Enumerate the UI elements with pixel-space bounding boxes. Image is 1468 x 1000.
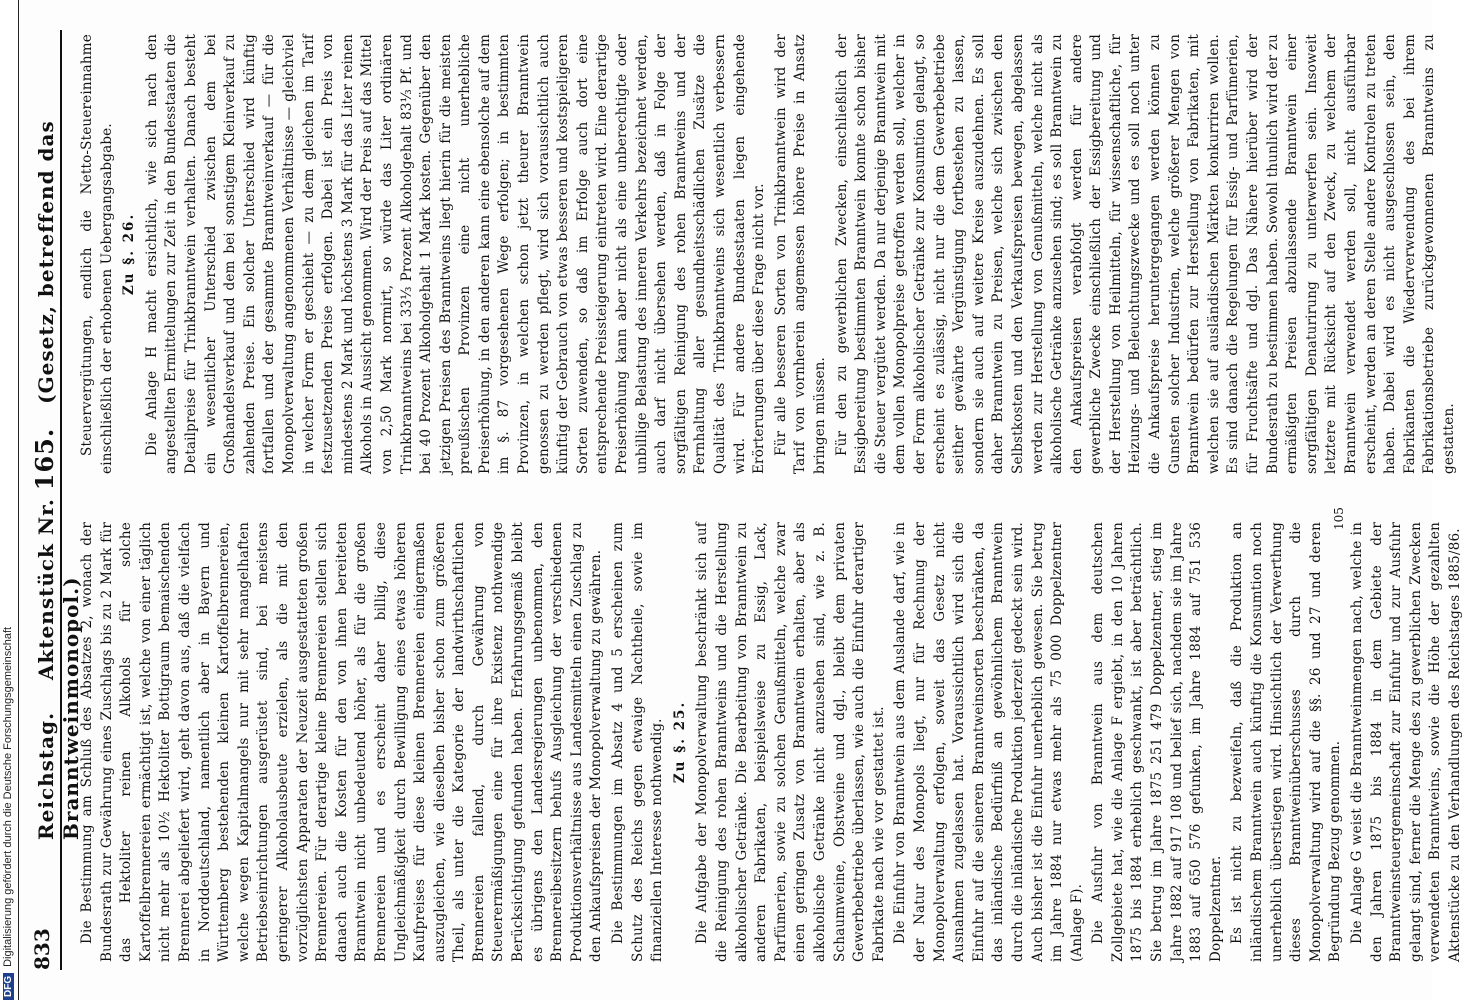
title-number: 165.: [30, 427, 59, 491]
paragraph: Die Ausfuhr von Branntwein aus dem deutschen Zollgebiete hat, wie die Anlage F ergiebt, in den 10 Jahren 1875 bis 1884 erheblich geschwankt, ist aber beträchtlich. Sie betrug im Jahre 1875 251 479 Doppelzentner, stieg im Jahre 1882 auf 917 108 und belief sich, nachdem sie im Jahre 1883 auf 650 576 gefunken, im Jahre 1884 auf 751 536 Doppelzentner.: [1090, 522, 1224, 962]
paragraph: Die Bestimmung am Schluß des Absatzes 2, wonach der Bundesrath zur Gewährung eines Zuschlags bis zu 2 Mark für das Hektoliter reinen Alkohols für solche Kartoffelbrennereien ermächtigt ist, welche von einer täglich nicht mehr als 10½ Hektoliter Bottigraum bemaischenden Brennerei abgeliefert wird, geht davon aus, daß die vielfach in Norddeutschland, namentlich aber in Bayern und Württemberg bestehenden kleinen Kartoffelbrennereien, welche wegen Kapitalmangels nur mit sehr mangelhaften Betriebseinrichtungen ausgerüstet sind, bei meistens geringerer Alkoholausbeute erzielen, als die mit den vorzüglichsten Apparaten der Neuzeit ausgestatteten großen Brennereien. Für derartige kleine Brennereien stellen sich danach auch die Kosten für den von ihnen bereiteten Branntwein nicht unbedeutend höher, als für die großen Brennereien und es erscheint daher billig, diese Ungleichmäßigkeit durch Bewilligung eines etwas höheren Kaufpreises für diese kleinen Brennereien einigermaßen auszugleichen, wie dieselben bisher schon zum größeren Theil, als unter die Kategorie der landwirthschaftlichen Brennereien fallend, durch Gewährung von Steuerermäßigungen eine für ihre Existenz nothwendige Berücksichtigung gefunden haben. Erfahrungsgemäß bleibt es übrigens den Landesregierungen unbenommen, den Brennereibesitzern behufs Ausgleichung der verschiedenen Produktionsverhältnisse aus Landesmitteln einen Zuschlag zu den Ankaufspreisen der Monopolverwaltung zu gewähren.: [79, 522, 605, 962]
header-title: [30, 30, 83, 840]
title-doc: Aktenstück Nr.: [34, 498, 58, 681]
digitization-sidebar: [0, 0, 19, 1000]
paragraph: Die Anlage G weist die Branntweinmengen nach, welche in den Jahren 1875 bis 1884 in dem Gebiete der Branntweinsteuergemeinschaft zur Einfuhr und zur Ausfuhr gelangt sind, ferner die Menge des zu gewerblichen Zwecken verwendeten Branntweins, sowie die Höhe der gezahlten Aktenstücke zu den Verhandlungen des Reichstages 1885/86.: [1349, 522, 1463, 962]
credit-text: Digitalisierung gefördert durch die Deutsche Forschungsgemeinschaft: [2, 626, 14, 967]
section-heading: Zu §. 26.: [121, 212, 138, 296]
section-heading: Zu §. 25.: [671, 700, 688, 784]
text-column-left: [78, 522, 1468, 962]
paragraph: Steuervergütungen, endlich die Netto-Steuereinnahme einschließlich der erhobenen Uebergangsabgabe.: [79, 34, 115, 474]
text-column-right: [78, 34, 1462, 474]
page-number: 833: [30, 928, 54, 970]
title-suffix: (Gesetz, betreffend das Branntweinmonopol.): [34, 120, 83, 840]
footer-page-number: 105: [1332, 507, 1346, 530]
paragraph: Die Bestimmungen im Absatz 4 und 5 erscheinen zum Schutz des Reichs gegen etwaige Nachtheile, sowie im finanziellen Interesse nothwendig.: [610, 522, 666, 962]
running-header: [26, 30, 83, 970]
paragraph: Es ist nicht zu bezweifeln, daß die Produktion an inländischem Branntwein auch künftig die Konsumtion noch unerheblich überstiegen wird. Hinsichtlich der Verwerthung dieses Branntweinüberschusses durch die Monopolverwaltung wird auf die §§. 26 und 27 und deren Begründung Bezug genommen.: [1229, 522, 1344, 962]
paragraph: Für alle besseren Sorten von Trinkbranntwein wird der Tarif von vornherein angemessen höhere Preise in Ansatz bringen müssen.: [772, 34, 828, 474]
paragraph: Die Einfuhr von Branntwein aus dem Auslande darf, wie in der Natur des Monopols liegt, nur für Rechnung der Monopolverwaltung erfolgen, soweit das Gesetz nicht Ausnahmen zugelassen hat. Voraussichtlich wird sich die Einfuhr auf die seineren Branntweinsorten beschränken, da das inländische Bedürfniß an gewöhnlichem Branntwein durch die inländische Produktion jederzeit gedeckt sein wird. Auch bisher ist die Einfuhr unerheblich gewesen. Sie betrug im Jahre 1884 nur etwas mehr als 75 000 Doppelzentner (Anlage F).: [892, 522, 1085, 962]
paragraph: Die Anlage H macht ersichtlich, wie sich nach den angestellten Ermittelungen zur Zeit in den Bundesstaaten die Detailpreise für Trinkbranntwein verhalten. Danach besteht ein wesentlicher Unterschied zwischen dem bei Großhandelsverkauf und dem bei sonstigem Kleinverkauf zu zahlenden Preise. Ein solcher Unterschied wird künftig fortfallen und der gesammte Branntweinverkauf — für die Monopolverwaltung angenommenen Verhältnisse — gleichviel in welcher Form er geschieht — zu dem gleichen im Tarif festzusetzenden Preise erfolgen. Dabei ist ein Preis von mindestens 2 Mark und höchstens 3 Mark für das Liter reinen Alkohols in Aussicht genommen. Wird der Preis auf das Mittel von 2,50 Mark normirt, so würde das Liter ordinären Trinkbranntweins bei 33⅓ Prozent Alkoholgehalt 83⅓ Pf. und bei 40 Prozent Alkoholgehalt 1 Mark kosten. Gegenüber den jetzigen Preisen des Branntweins liegt hierin für die meisten preußischen Provinzen eine nicht unerhebliche Preiserhöhung, in den anderen kann eine ebensolche auf dem im §. 87 vorgesehenen Wege erfolgen; in bestimmten Provinzen, in welchen schon jetzt theurer Branntwein genossen zu werden pflegt, wird sich voraussichtlich auch künftig der Gebrauch von etwas besseren und kostspieligeren Sorten zuwenden, so daß im Erfolge auch dort eine entsprechende Preissteigerung eintreten wird. Eine derartige Preiserhöhung kann aber nicht als eine unberechtigte oder unbillige Belastung des inneren Verkehrs bezeichnet werden, auch darf nicht übersehen werden, daß in Folge der sorgfältigen Reinigung des rohen Branntweins und der Fernhaltung aller gesundheitsschädlichen Zusätze die Qualität des Trinkbranntweins sich wesentlich verbessern wird. Für andere Bundesstaaten liegen eingehende Erörterungen über diese Frage nicht vor.: [143, 34, 768, 474]
paragraph: Die Aufgabe der Monopolverwaltung beschränkt sich auf die Reinigung des rohen Branntweins und die Herstellung alkoholischer Getränke. Die Bearbeitung von Branntwein zu anderen Fabrikaten, beispielsweise zu Essig, Lack, Parfümerien, sowie zu solchen Genußmitteln, welche zwar einen geringen Zusatz von Branntwein erhalten, aber als alkoholische Getränke nicht anzusehen sind, wie z. B. Schaumweine, Obstweine und dgl., bleibt dem privaten Gewerbebetriebe überlassen, wie auch die Einfuhr derartiger Fabrikate nach wie vor gestattet ist.: [694, 522, 887, 962]
scan-edge-line: [18, 0, 19, 1000]
paragraph: Für den zu gewerblichen Zwecken, einschließlich der Essigbereitung bestimmten Branntwein konnte schon bisher die Steuer vergütet werden. Da nur derjenige Branntwein mit dem vollen Monopolpreise getroffen werden soll, welcher in der Form alkoholischer Getränke zur Konsumtion gelangt, so erscheint es zulässig, nicht nur die dem Gewerbebetriebe seither gewährte Vergünstigung fortbestehen zu lassen, sondern sie auch auf weitere Kreise auszudehnen. Es soll daher Branntwein zu Preisen, welche sich zwischen den Selbstkosten und den Verkaufspreisen bewegen, abgelassen werden zur Herstellung von Genußmitteln, welche nicht als alkoholische Getränke anzusehen sind; es soll Branntwein zu den Ankaufspreisen verabfolgt werden für andere gewerbliche Zwecke einschließlich der Essigbereitung und der Herstellung von Heilmitteln, für wissenschaftliche, für Heizungs- und Beleuchtungszwecke und es soll noch unter die Ankaufspreise heruntergegangen werden können zu Gunsten solcher Industrien, welche größerer Mengen von Branntwein bedürfen zur Herstellung von Fabrikaten, mit welchen sie auf ausländischen Märkten konkurriren wollen. Es sind danach die Regelungen für Essig- und Parfümerien, für Fruchtsäfte und dgl. Das Nähere hierüber wird der Bundesrath zu bestimmen haben. Sowohl thunlich wird der zu ermäßigten Preisen abzulassende Branntwein einer sorgfältigen Denaturirung zu unterwerfen sein. Insoweit letztere mit Rücksicht auf den Zweck, zu welchem der Branntwein verwendet werden soll, nicht ausführbar erscheint, werden an deren Stelle andere Kontrolen zu treten haben. Dabei wird es nicht ausgeschlossen sein, den Fabrikanten die Wiederverwendung des bei ihrem Fabrikationsbetriebe zurückgewonnenen Branntweins zu gestatten.: [833, 34, 1457, 474]
title-prefix: Reichstag.: [34, 711, 58, 840]
dfg-logo: DFG: [3, 973, 14, 1000]
rotated-page-content: [26, 0, 1463, 1000]
digitization-credit: [2, 0, 14, 1000]
